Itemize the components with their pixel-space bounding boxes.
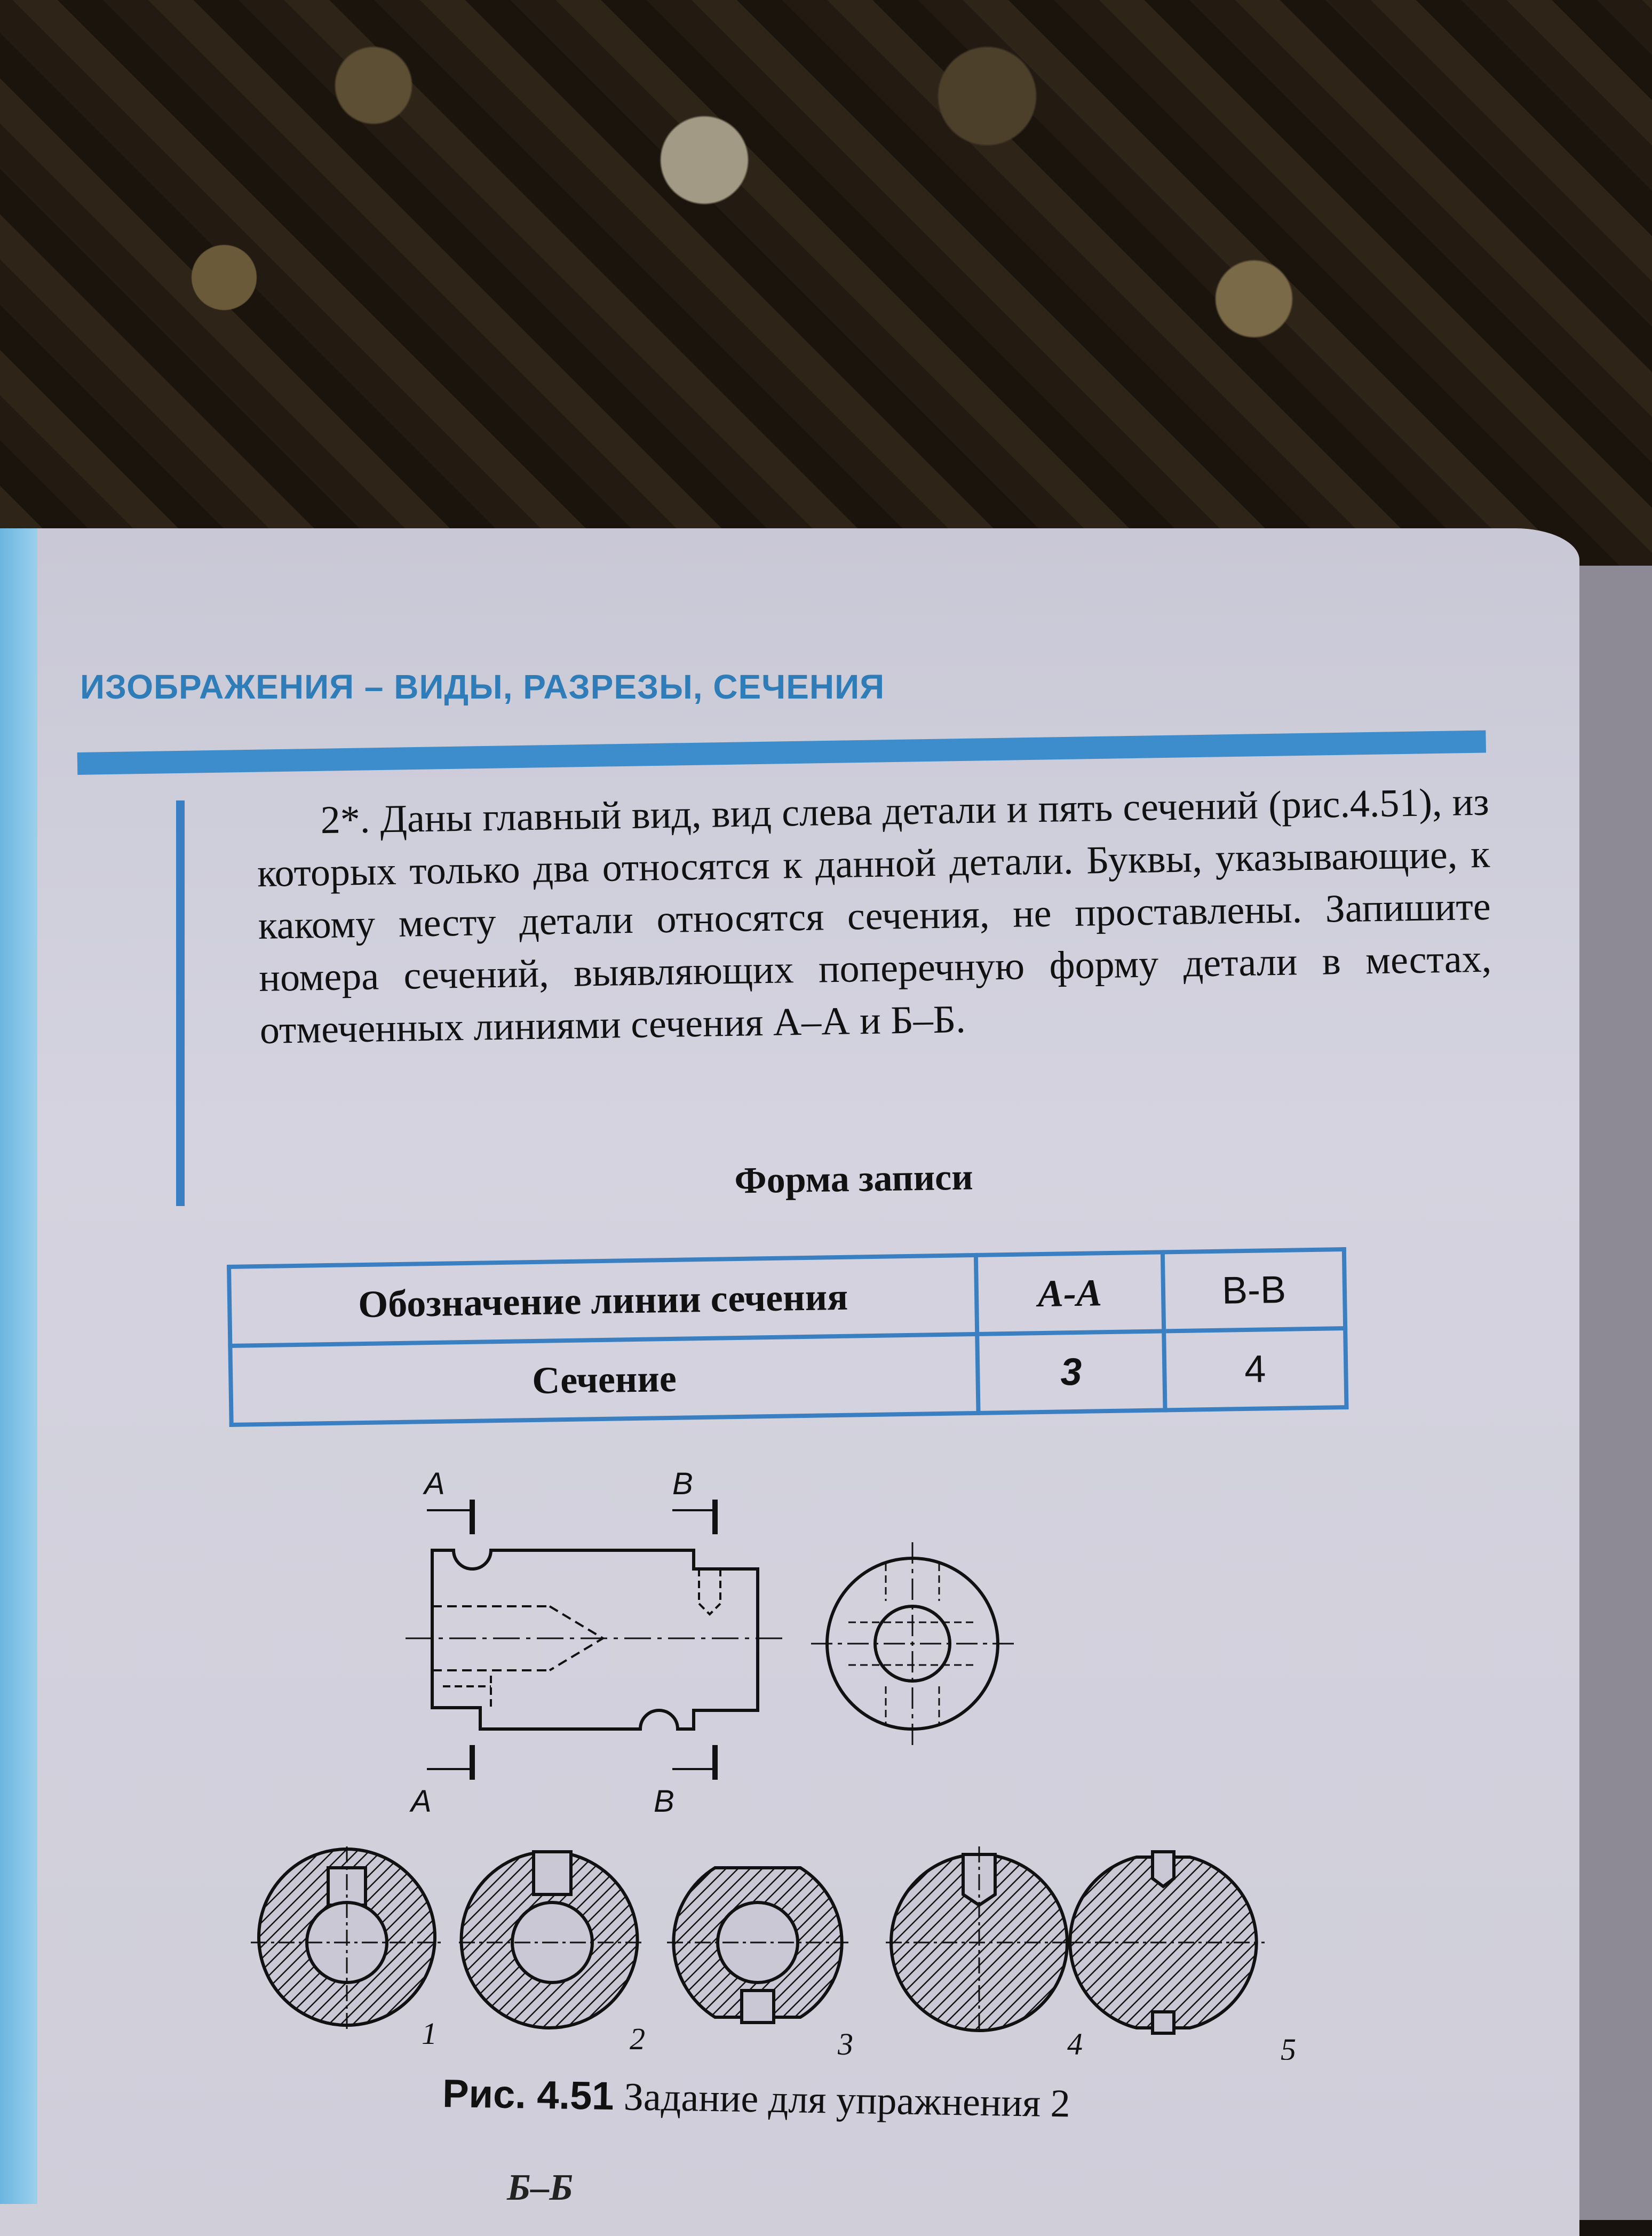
main-view-outline [432,1550,758,1729]
table-cell-bb: В-В [1163,1249,1345,1331]
task-paragraph: 2*. Даны главный вид, вид слева детали и пять сечений (рис.4.51), из которых только два относятся к данной детали. Буквы, указывающие, к какому месту детали относятся сечения, не проставлены. Запишите номера сечений, выявляющих поперечную форму детали в местах, отмеченных линиями сечения А–А и Б–Б. [257,780,1492,1052]
figure-caption [442,2071,1071,2127]
binding-edge [0,528,37,2204]
figure-caption-text: Задание для упражнения 2 [623,2075,1071,2126]
section-5 [1067,1852,1265,2033]
record-table [227,1247,1349,1427]
section-1 [251,1846,443,2033]
form-title: Форма записи [734,1156,974,1202]
section-label-2: 2 [630,2021,645,2056]
answer-aa: 3 [977,1331,1165,1413]
section-label-5: 5 [1281,2032,1296,2060]
label-a-top: A [424,1466,445,1501]
label-a-bottom: A [411,1784,432,1819]
carpet-background [0,0,1652,576]
label-b-bottom: B [654,1784,674,1819]
answer-bb: 4 [1164,1328,1346,1410]
bottom-fragment: Б–Б [507,2167,573,2208]
section-2 [459,1852,646,2028]
section-options [251,1836,1318,2060]
hidden-slot [699,1569,720,1614]
table-cell-label: Обозначение линии сечения [229,1255,977,1346]
part-drawing [374,1462,1014,1825]
chapter-header: ИЗОБРАЖЕНИЯ – ВИДЫ, РАЗРЕЗЫ, СЕЧЕНИЯ [80,668,885,706]
table-cell-aa: А-А [976,1252,1164,1334]
table-cell-label: Сечение [230,1334,978,1425]
section-4 [886,1846,1073,2033]
section-label-3: 3 [838,2027,853,2060]
figure-number: Рис. 4.51 [442,2071,615,2119]
label-b-top: B [672,1466,693,1501]
section-3 [667,1868,848,2023]
task-side-bar [176,800,185,1206]
task-text [256,776,1492,1057]
table-row [230,1328,1346,1425]
hidden-keyway [443,1676,491,1708]
section-label-1: 1 [422,2016,437,2051]
section-label-4: 4 [1067,2027,1083,2060]
